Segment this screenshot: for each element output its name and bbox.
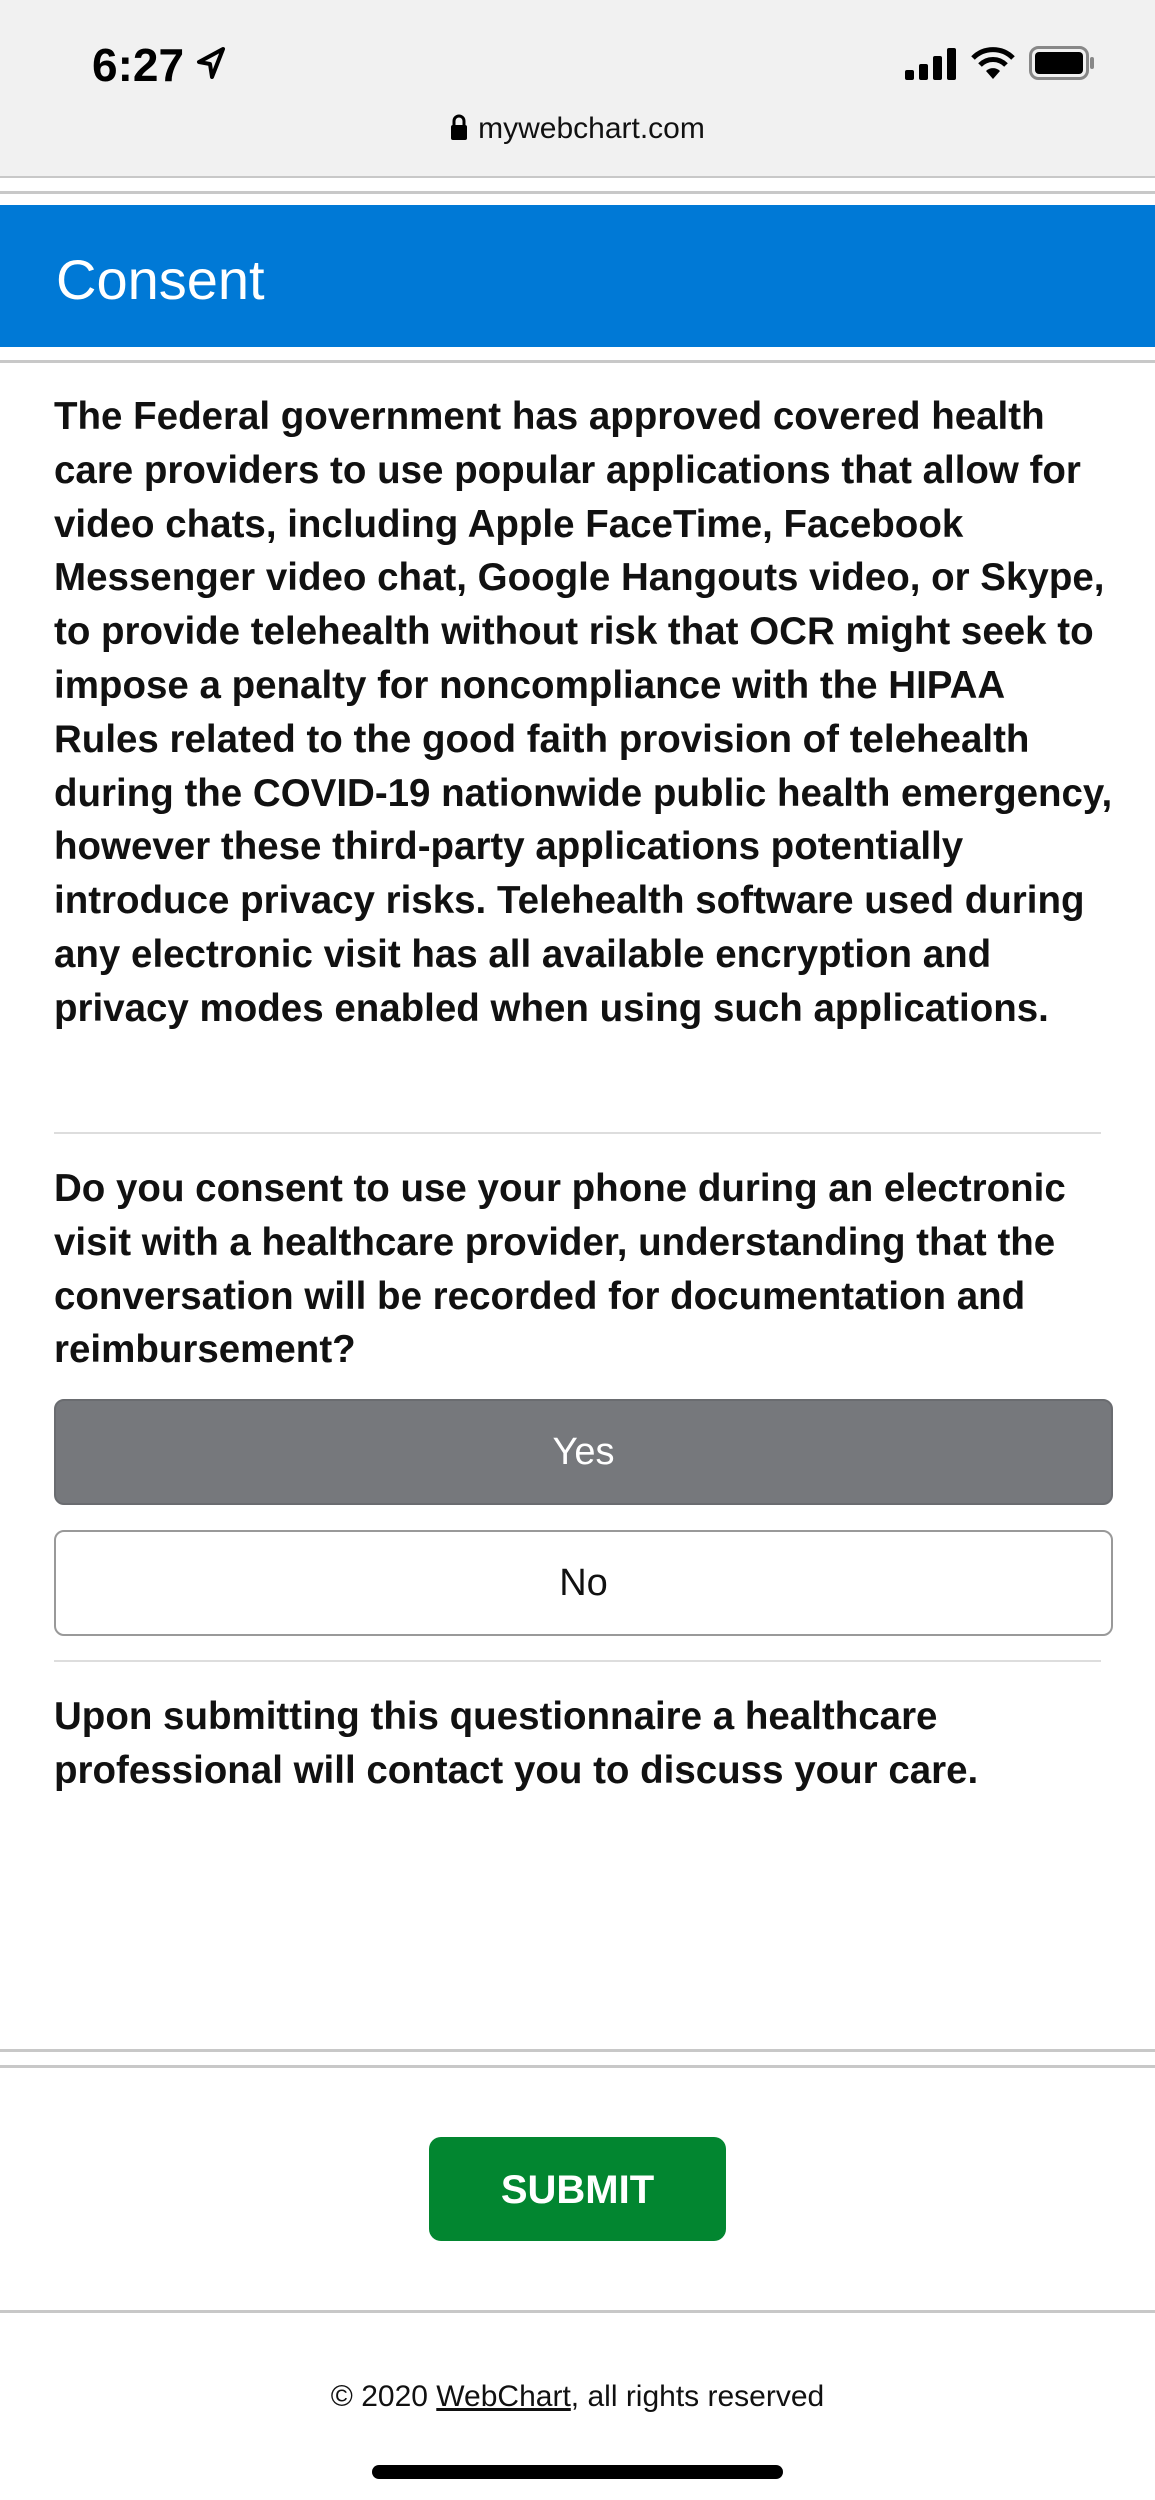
- divider: [0, 2310, 1155, 2313]
- divider: [0, 2049, 1155, 2052]
- address-bar[interactable]: [0, 112, 1155, 149]
- footer: [0, 2380, 1155, 2414]
- lock-icon: [450, 113, 468, 149]
- page-header: [0, 205, 1155, 347]
- consent-question: Do you consent to use your phone during an electronic visit with a healthcare provider, understanding that the conversation will be recorded for documentation and reimbursement?: [54, 1167, 1066, 1372]
- page-title: Consent: [56, 248, 265, 311]
- divider: [54, 1132, 1101, 1134]
- submit-button[interactable]: SUBMIT: [429, 2137, 726, 2241]
- consent-paragraph: The Federal government has approved covered health care providers to use popular applications that allow for video chats, including Apple FaceTime, Facebook Messenger video chat, Google Hangouts video, or Skype, to provide telehealth without risk that OCR might seek to impose a penalty for noncompliance with the HIPAA Rules related to the good faith provision of telehealth during the COVID-19 nationwide public health emergency, however these third-party applications potentially introduce privacy risks. Telehealth software used during any electronic visit has all available encryption and privacy modes enabled when using such applications.: [54, 395, 1113, 1030]
- location-arrow-icon: [196, 46, 226, 85]
- submit-note: Upon submitting this questionnaire a healthcare professional will contact you to discuss your care.: [54, 1695, 979, 1792]
- webchart-link[interactable]: WebChart: [436, 2380, 571, 2413]
- divider: [0, 2065, 1155, 2068]
- copyright-suffix: , all rights reserved: [570, 2380, 825, 2413]
- url-text: mywebchart.com: [478, 112, 705, 145]
- home-indicator[interactable]: [372, 2465, 783, 2479]
- copyright-prefix: © 2020: [330, 2380, 437, 2413]
- wifi-icon: [971, 46, 1015, 85]
- option-no-button[interactable]: No: [54, 1530, 1113, 1636]
- signal-icon: [905, 48, 957, 85]
- divider: [54, 1660, 1101, 1662]
- battery-icon: [1029, 46, 1095, 85]
- divider: [0, 360, 1155, 363]
- status-time: 6:27: [92, 39, 185, 91]
- option-yes-button[interactable]: Yes: [54, 1399, 1113, 1505]
- divider: [0, 191, 1155, 194]
- browser-chrome: [0, 0, 1155, 178]
